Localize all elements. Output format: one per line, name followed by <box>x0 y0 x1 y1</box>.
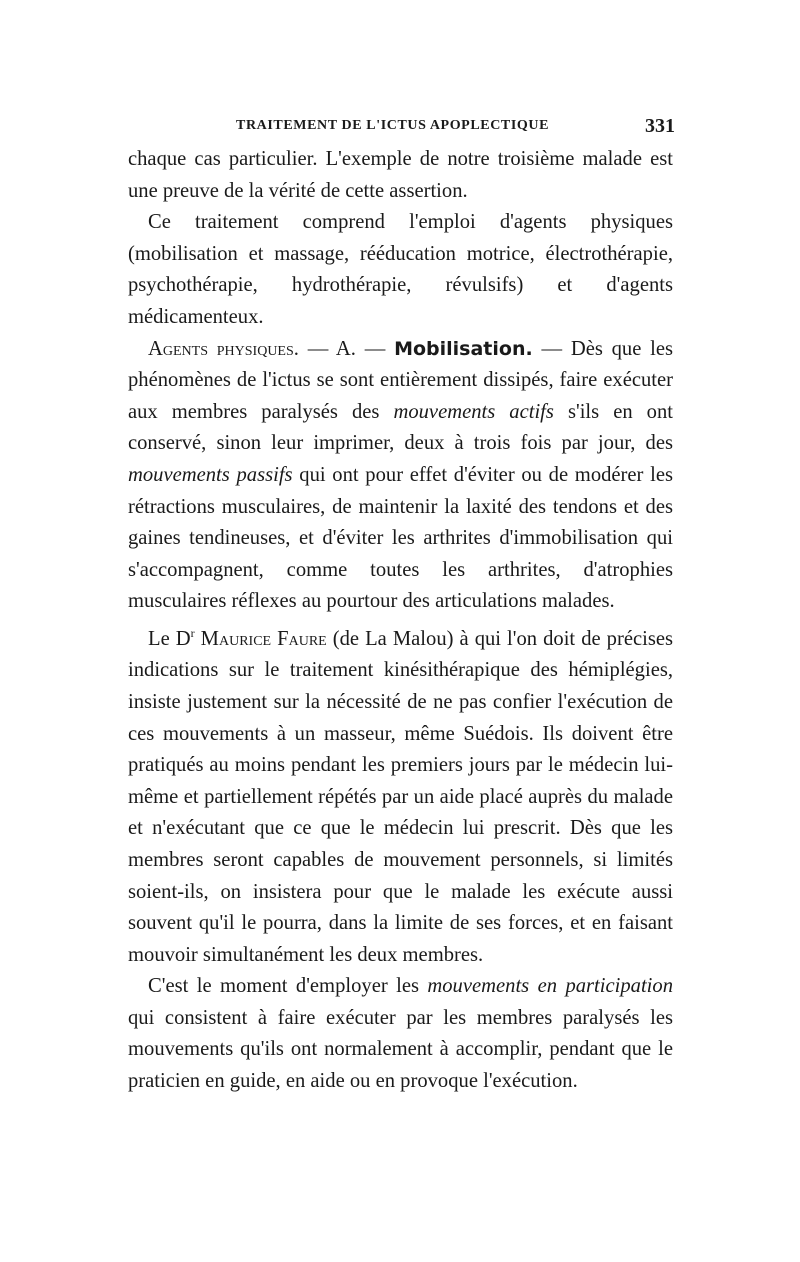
paragraph-3-italic-b: mouvements passifs <box>128 463 293 486</box>
author-name: Maurice Faure <box>194 627 327 650</box>
paragraph-3-text-c: qui ont pour effet d'éviter ou de modérer les rétractions musculaires, de maintenir la laxité des tendons et des gaines tendineuses, et d'éviter les arthrites d'immobilisation qui s'accompagnent, comme toutes les arthrites, d'atrophies musculaires réflexes au pourtour des articulations malades. <box>128 463 673 613</box>
paragraph-5-text-a: C'est le moment d'employer les <box>148 975 428 998</box>
section-lead: Agents physiques. <box>148 337 299 360</box>
paragraph-3-text-a: — Dès que les phénomènes de l'ictus se sont entièrement dissipés, faire exécuter aux membres paralysés des <box>128 337 674 423</box>
paragraph-3-text-b: s'ils en ont conservé, sinon leur imprimer, deux à trois fois par jour, des <box>128 400 673 455</box>
body-text <box>128 144 673 1098</box>
paragraph-5-text-b: qui consistent à faire exécuter par les membres paralysés les mouvements qu'ils ont normalement à accomplir, pendant que le praticien en guide, en aide ou en provoque l'exécution. <box>128 1006 673 1093</box>
book-page <box>128 112 673 1098</box>
paragraph-4-lead: Le D <box>148 627 191 650</box>
paragraph-5-italic: mouvements en participation <box>427 975 673 998</box>
paragraph-4-sup: r <box>190 625 195 640</box>
running-title: TRAITEMENT DE L'ICTUS APOPLECTIQUE <box>236 118 550 133</box>
section-dash: — A. — <box>298 337 395 360</box>
paragraph-3 <box>128 334 673 618</box>
paragraph-4 <box>128 618 673 971</box>
page-number: 331 <box>645 115 675 137</box>
paragraph-2: Ce traitement comprend l'emploi d'agents physiques (mobilisation et massage, rééducation motrice, électrothérapie, psychothérapie, hydrothérapie, révulsifs) et d'agents médicamenteux. <box>128 211 673 328</box>
paragraph-1: chaque cas particulier. L'exemple de notre troisième malade est une preuve de la vérité de cette assertion. <box>128 148 673 202</box>
paragraph-3-italic-a: mouvements actifs <box>393 400 554 423</box>
running-head <box>128 112 673 144</box>
section-heading: Mobilisation. <box>394 337 533 360</box>
paragraph-4-text: (de La Malou) à qui l'on doit de précises indications sur le traitement kinésithérapique des hémiplégies, insiste justement sur la nécessité de ne pas confier l'exécution de ces mouvements à un masseur, même Suédois. Ils doivent être pratiqués au moins pendant les premiers jours par le médecin lui-même et partiellement répétés par un aide placé auprès du malade et n'exécutant que ce que le médecin lui prescrit. Dès que les membres seront capables de mouvement personnels, si limités soient-ils, on insistera pour que le malade les exécute aussi souvent qu'il le pourra, dans la limite de ses forces, et en faisant mouvoir simultanément les deux membres. <box>128 627 673 966</box>
paragraph-5 <box>128 971 673 1097</box>
